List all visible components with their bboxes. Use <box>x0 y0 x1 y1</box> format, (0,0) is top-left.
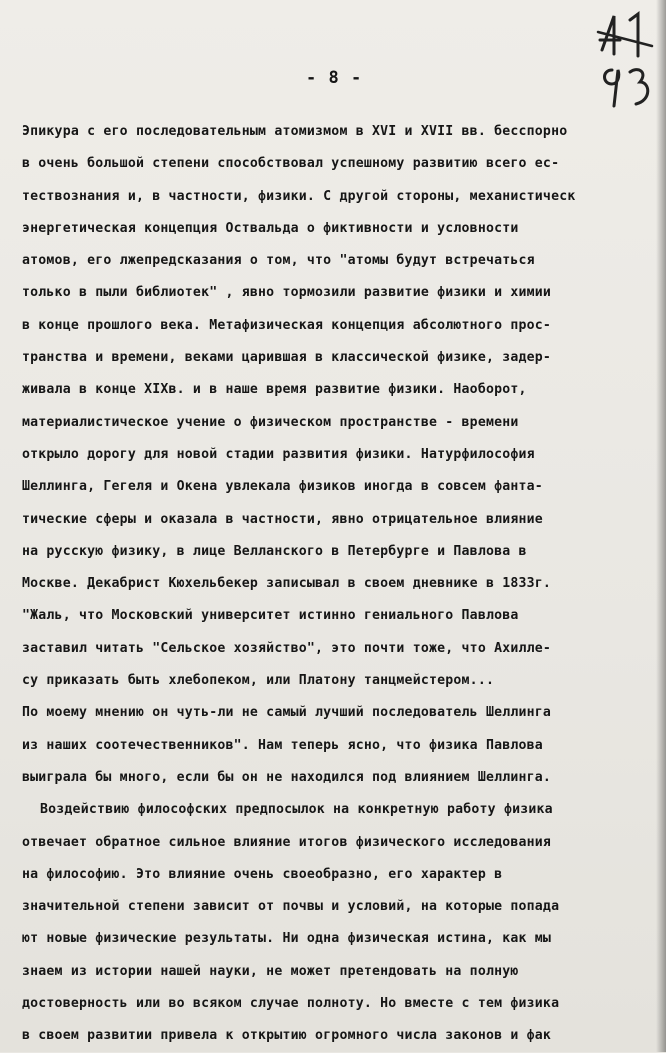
text-line: знаем из истории нашей науки, не может претендовать на полную <box>22 963 519 979</box>
text-line: тествознания и, в частности, физики. С другой стороны, механистическ <box>22 188 576 204</box>
text-line: материалистическое учение о физическом пространстве - времени <box>22 414 519 430</box>
text-line: выиграла бы много, если бы он не находился под влиянием Шеллинга. <box>22 769 552 785</box>
text-line: на русскую физику, в лице Велланского в Петербурге и Павлова в <box>22 543 527 559</box>
text-line: открыло дорогу для новой стадии развития физики. Натурфилософия <box>22 446 535 462</box>
text-line: достоверность или во всяком случае полноту. Но вместе с тем физика <box>22 996 560 1012</box>
text-line: атомов, его лжепредсказания о том, что "атомы будут встречаться <box>22 253 535 269</box>
text-line: в своем развитии привела к открытию огромного числа законов и фак <box>22 1028 552 1044</box>
text-line: отвечает обратное сильное влияние итогов физического исследования <box>22 834 552 850</box>
text-line: транства и времени, веками царившая в классической физике, задер- <box>22 350 552 366</box>
text-line: тические сферы и оказала в частности, явно отрицательное влияние <box>22 511 543 527</box>
text-line: только в пыли библиотек" , явно тормозили развитие физики и химии <box>22 285 552 301</box>
text-line: су приказать быть хлебопеком, или Платону танцмейстером... <box>22 673 495 689</box>
page-number: - 8 - <box>306 68 363 88</box>
text-line: По моему мнению он чуть-ли не самый лучший последователь Шеллинга <box>22 705 552 721</box>
text-line: энергетическая концепция Оствальда о фиктивности и условности <box>22 220 519 236</box>
text-line: "Жаль, что Московский университет истинно гениального Павлова <box>22 608 519 624</box>
text-line: Шеллинга, Гегеля и Окена увлекала физиков иногда в совсем фанта- <box>22 479 543 495</box>
text-line: живала в конце XIXв. и в наше время развитие физики. Наоборот, <box>22 382 527 398</box>
text-line: в конце прошлого века. Метафизическая концепция абсолютного прос- <box>22 317 552 333</box>
text-line: из наших соотечественников". Нам теперь ясно, что физика Павлова <box>22 737 543 753</box>
text-line: Москве. Декабрист Кюхельбекер записывал в своем дневнике в 1833г. <box>22 576 552 592</box>
archive-folio-mark <box>596 10 660 110</box>
text-line: ют новые физические результаты. Ни одна физическая истина, как мы <box>22 931 552 947</box>
body-text <box>22 116 662 1053</box>
text-line: на философию. Это влияние очень своеобразно, его характер в <box>22 866 503 882</box>
text-line: Воздействию философских предпосылок на конкретную работу физика <box>40 802 553 818</box>
text-line: значительной степени зависит от почвы и условий, на которые попада <box>22 899 560 915</box>
text-line: Эпикура с его последовательным атомизмом в XVI и XVII вв. бесспорно <box>22 124 568 139</box>
text-line: в очень большой степени способствовал успешному развитию всего ес- <box>22 156 560 172</box>
text-line: заставил читать "Сельское хозяйство", это почти тоже, что Ахилле- <box>22 640 552 656</box>
